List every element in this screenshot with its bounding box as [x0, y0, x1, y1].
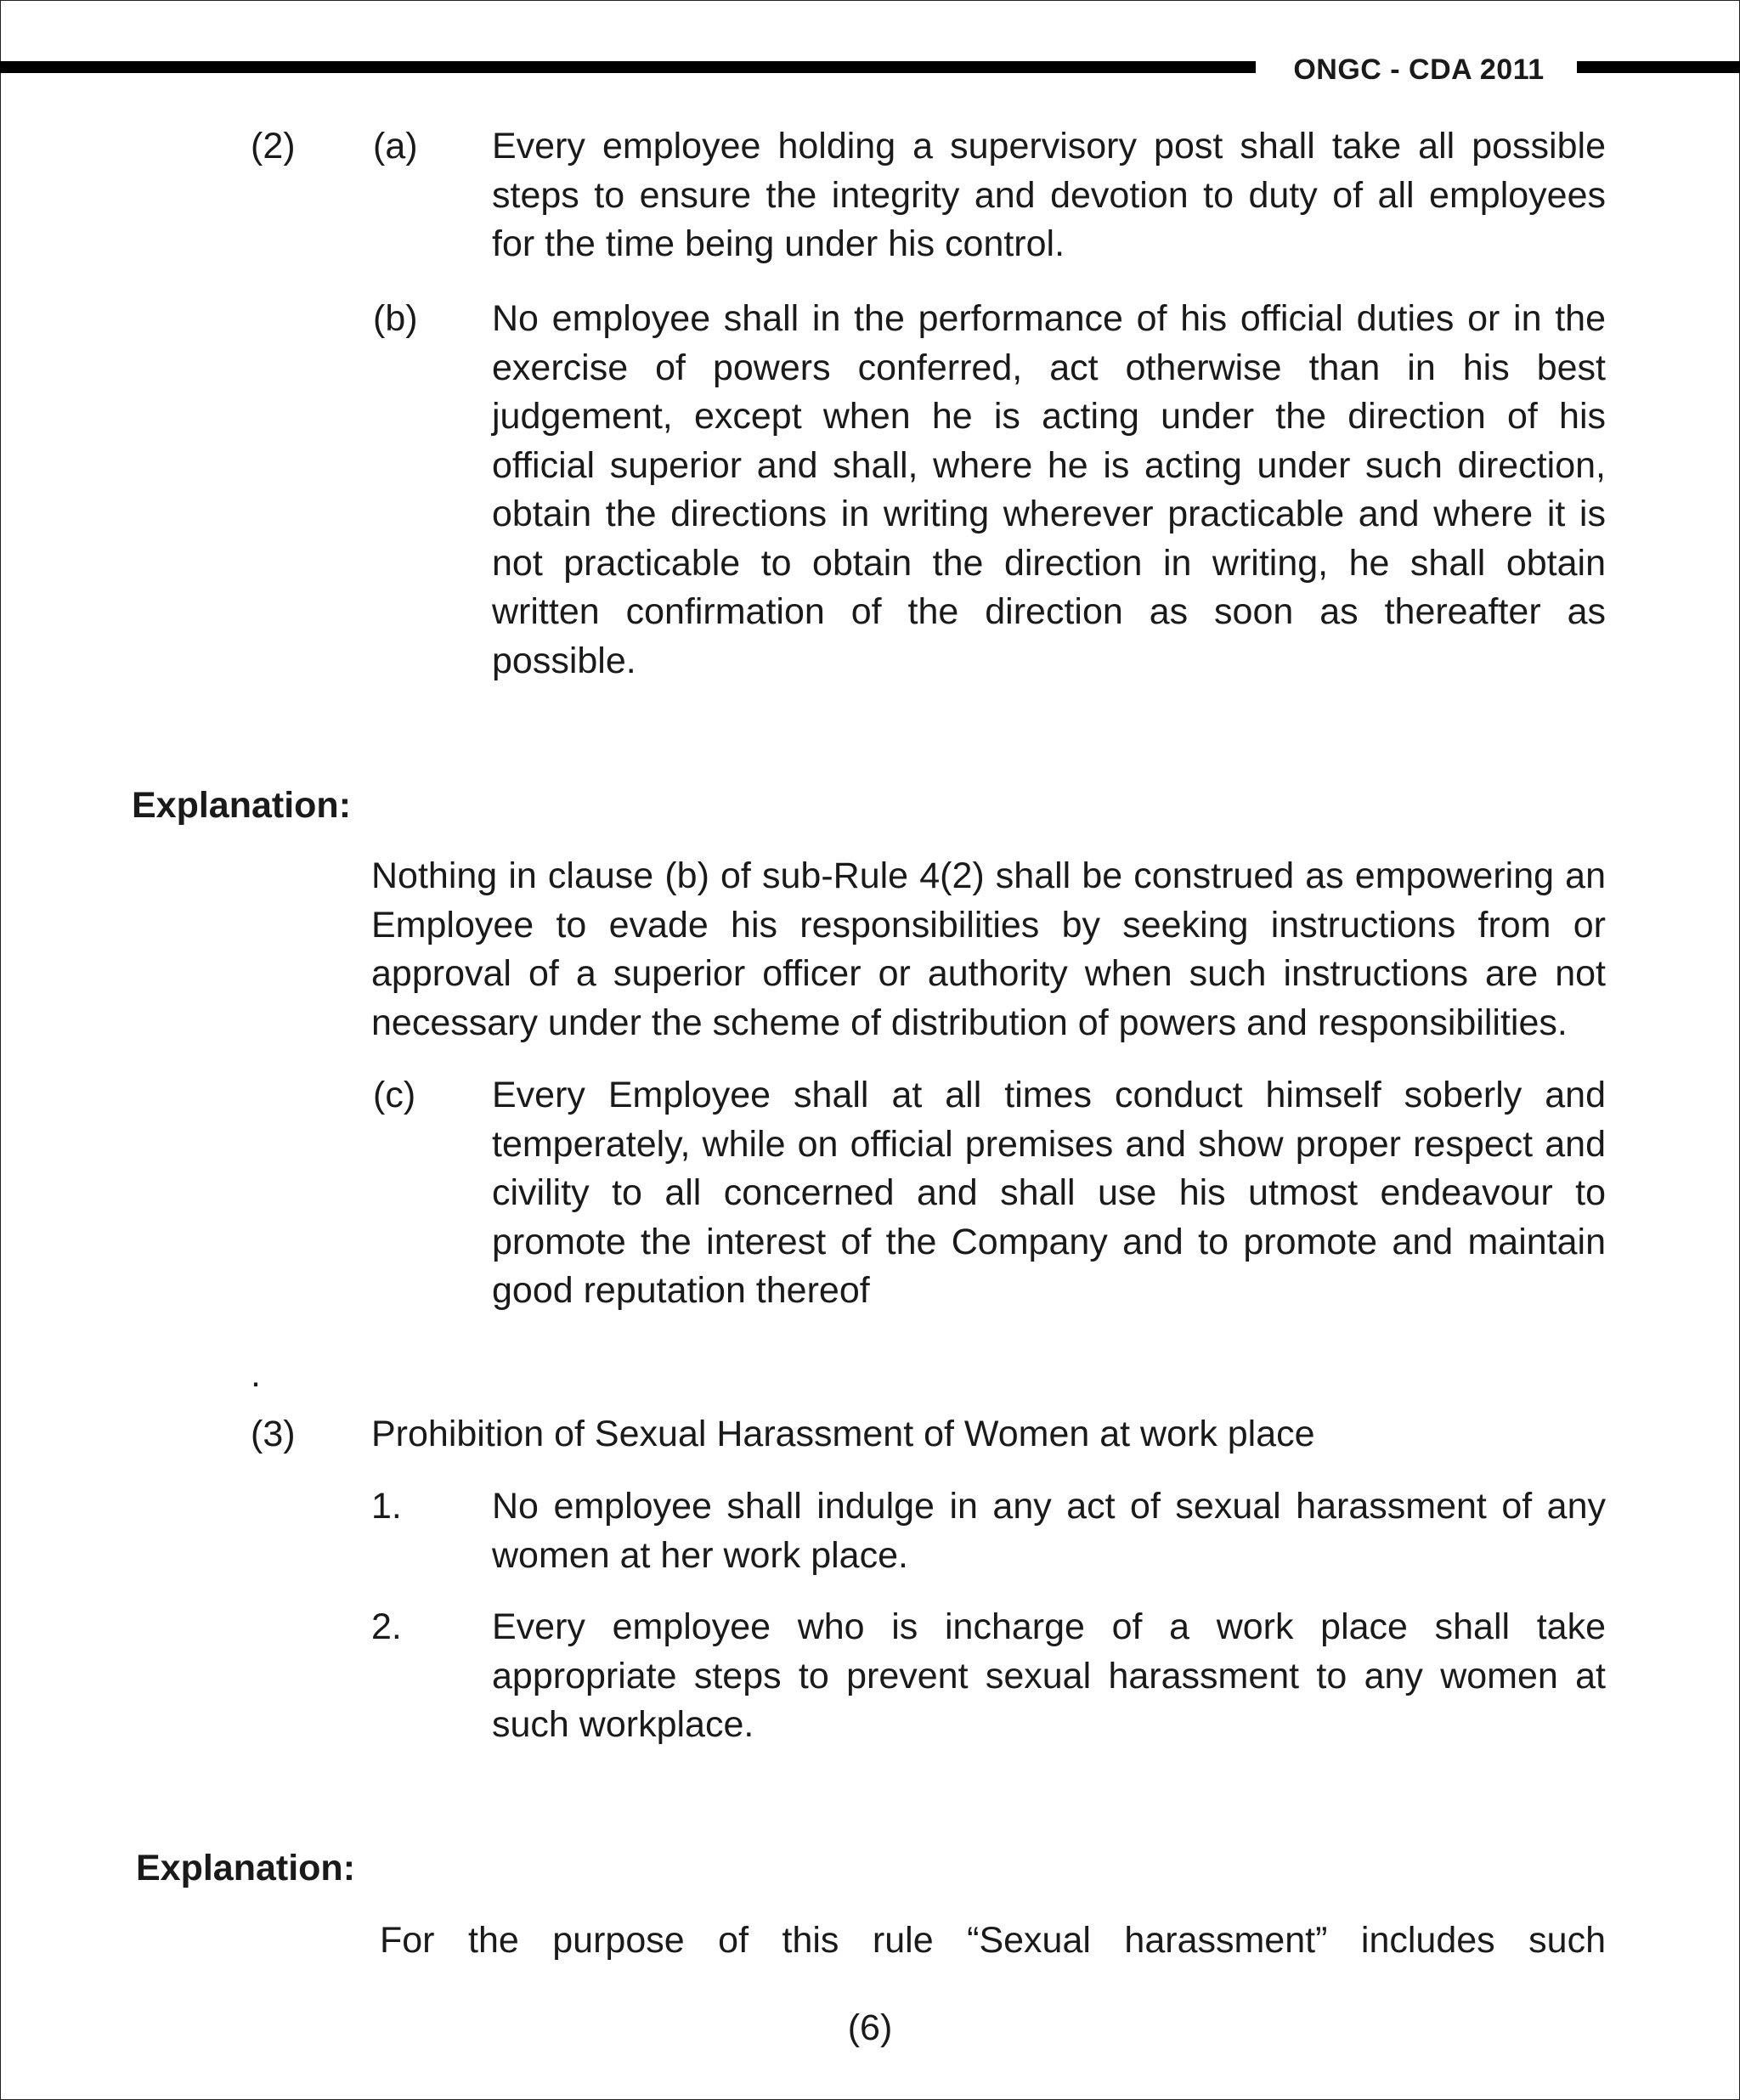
clause-label-a: (a): [373, 126, 418, 167]
list-item-text: Every employee who is incharge of a work place shall take appropriate steps to prevent sexual harassment to any women at such workplace.: [492, 1606, 1606, 1745]
explanation-text: For the purpose of this rule “Sexual harassment” includes such: [380, 1920, 1606, 1961]
explanation-heading: Explanation:: [132, 785, 352, 826]
clause-a-text: Every employee holding a supervisory post shall take all possible steps to ensure the integrity and devotion to duty of all employees for the time being under his control.: [492, 126, 1606, 264]
list-item-label: 2.: [371, 1606, 402, 1647]
clause-label-b: (b): [373, 298, 418, 339]
clause-c-text: Every Employee shall at all times conduct himself soberly and temperately, while on official premises and show proper respect and civility to all concerned and shall use his utmost endeavour to promote the interest of the Company and to promote and maintain good reputation thereof: [492, 1075, 1606, 1311]
document-title: ONGC - CDA 2011: [1293, 54, 1545, 86]
list-item-text: No employee shall indulge in any act of sexual harassment of any women at her work place.: [492, 1486, 1606, 1576]
page-number: (6): [847, 2007, 893, 2048]
list-item-label: 1.: [371, 1486, 402, 1527]
section-number: (3): [251, 1414, 296, 1454]
explanation-text: Nothing in clause (b) of sub-Rule 4(2) shall be construed as empowering an Employee to evade his responsibilities by seeking instructions from or approval of a superior officer or authority when such instructions are not necessary under the scheme of distribution of powers and responsibilities.: [371, 855, 1606, 1043]
clause-label-c: (c): [373, 1075, 416, 1115]
explanation-heading: Explanation:: [136, 1848, 356, 1888]
header-rule-right: [1577, 61, 1740, 73]
stray-dot: .: [251, 1354, 261, 1395]
clause-b-text: No employee shall in the performance of his official duties or in the exercise of powers conferred, act otherwise than in his best judgement, except when he is acting under the direction of his official superior and shall, where he is acting under such direction, obtain the directions in writing wherever practicable and where it is not practicable to obtain the direction in writing, he shall obtain written confirmation of the direction as soon as thereafter as possible.: [492, 298, 1606, 681]
header-rule-left: [0, 61, 1256, 73]
section-number: (2): [251, 126, 296, 167]
section-title: Prohibition of Sexual Harassment of Women at work place: [371, 1414, 1315, 1454]
